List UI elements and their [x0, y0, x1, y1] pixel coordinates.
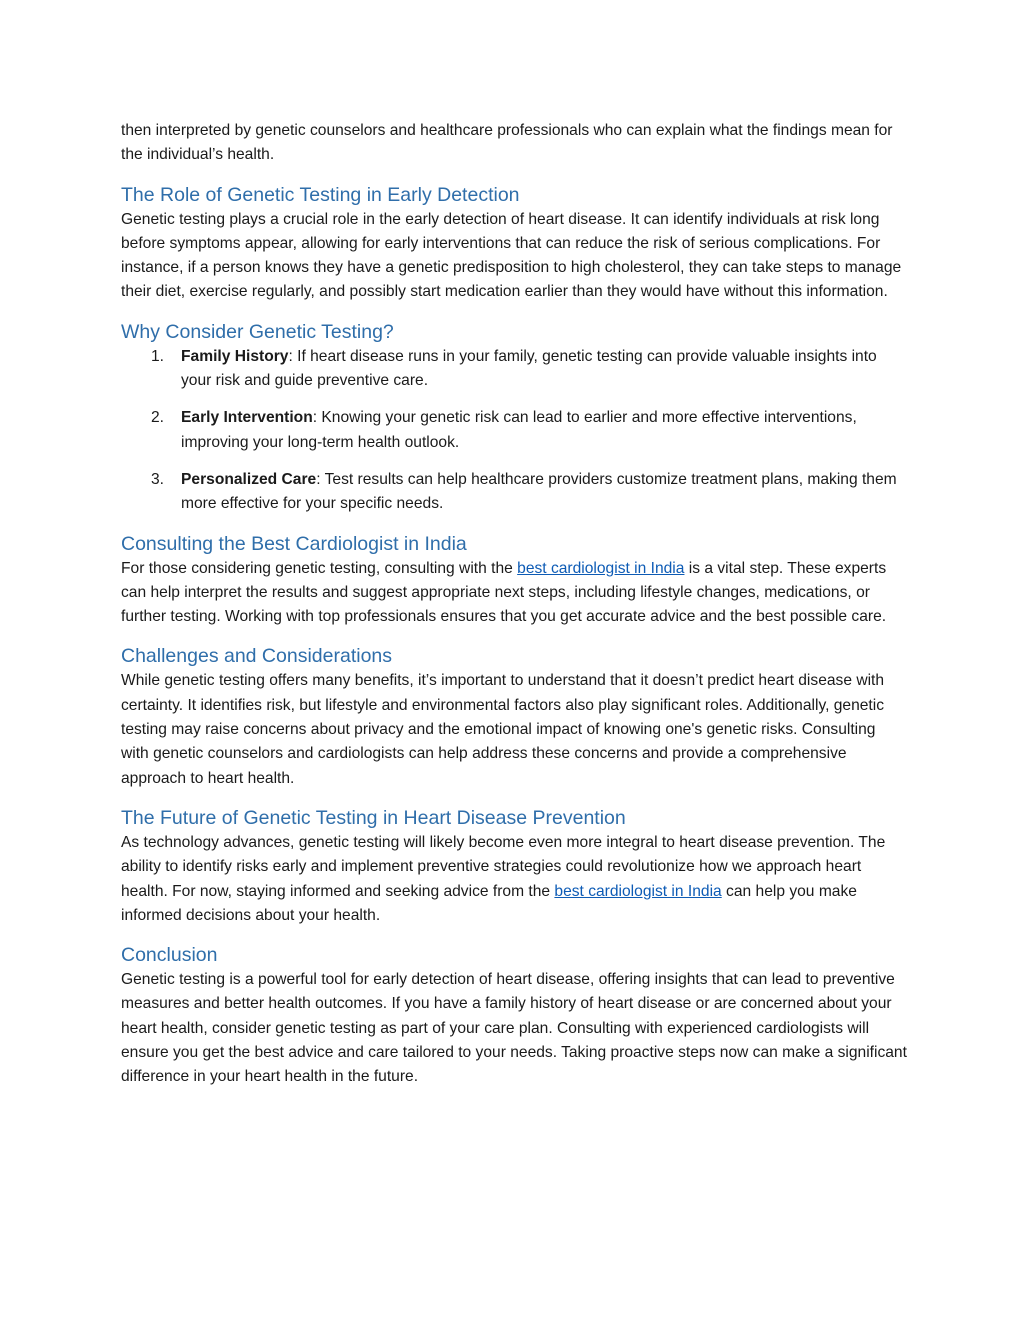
list-item	[121, 468, 907, 517]
paragraph-challenges: While genetic testing offers many benefits, it’s important to understand that it doesn’t predict heart disease with certainty. It identifies risk, but lifestyle and environmental factors also play significant roles. Additionally, genetic testing may raise concerns about privacy and the emotional impact of knowing one's genetic risks. Consulting with genetic counselors and cardiologists can help address these concerns and provide a comprehensive approach to heart health.	[121, 672, 885, 787]
list-item	[121, 345, 907, 394]
heading-challenges: Challenges and Considerations	[121, 645, 393, 668]
future-text-after-link: can help you make informed decisions about your health.	[121, 882, 857, 924]
consulting-text-after-link: is a vital step. These experts can help interpret the results and suggest appropriate next steps, including lifestyle changes, medications, or further testing. Working with top professionals ensures that you get accurate advice and the best possible care.	[121, 559, 887, 626]
heading-conclusion: Conclusion	[121, 944, 218, 967]
list-item-text: : Knowing your genetic risk can lead to earlier and more effective interventions, improving your long-term health outlook.	[181, 409, 857, 451]
heading-future: The Future of Genetic Testing in Heart Disease Prevention	[121, 806, 626, 829]
heading-early-detection: The Role of Genetic Testing in Early Detection	[121, 183, 520, 206]
paragraph-early-detection: Genetic testing plays a crucial role in the early detection of heart disease. It can identify individuals at risk long before symptoms appear, allowing for early interventions that can reduce the risk of serious complications. For instance, if a person knows they have a genetic predisposition to high cholesterol, they can take steps to manage their diet, exercise regularly, and possibly start medication earlier than they would have without this information.	[121, 210, 902, 301]
list-item-number: 1.	[151, 347, 165, 365]
intro-paragraph: then interpreted by genetic counselors and healthcare professionals who can explain what the findings mean for the individual’s health.	[121, 122, 893, 164]
list-item-term: Family History	[181, 347, 289, 365]
consulting-text-before-link: For those considering genetic testing, consulting with the	[121, 559, 518, 577]
list-item-term: Personalized Care	[181, 470, 317, 488]
list-item-term: Early Intervention	[181, 409, 313, 427]
list-item-number: 3.	[151, 470, 165, 488]
best-cardiologist-link[interactable]: best cardiologist in India	[517, 559, 685, 577]
list-item	[121, 406, 907, 455]
list-item-text: : If heart disease runs in your family, genetic testing can provide valuable insights into your risk and guide preventive care.	[181, 347, 877, 390]
paragraph-conclusion: Genetic testing is a powerful tool for early detection of heart disease, offering insights that can lead to preventive measures and better health outcomes. If you have a family history of heart disease or are concerned about your heart health, consider genetic testing as part of your care plan. Consulting with experienced cardiologists will ensure you get the best advice and care tailored to your needs. Taking proactive steps now can make a significant difference in your heart health in the future.	[121, 971, 907, 1086]
paragraph-future	[121, 831, 907, 928]
future-text-before-link: As technology advances, genetic testing will likely become even more integral to heart disease prevention. The ability to identify risks early and implement preventive strategies could revolutionize how we approach heart health. For now, staying informed and seeking advice from the	[121, 833, 886, 900]
document-page	[121, 119, 907, 1090]
heading-consulting: Consulting the Best Cardiologist in India	[121, 532, 467, 555]
best-cardiologist-link-2[interactable]: best cardiologist in India	[554, 882, 722, 900]
reasons-list	[121, 345, 907, 517]
list-item-text: : Test results can help healthcare providers customize treatment plans, making them more effective for your specific needs.	[181, 470, 897, 513]
list-item-number: 2.	[151, 409, 165, 427]
heading-why-consider: Why Consider Genetic Testing?	[121, 320, 394, 343]
paragraph-consulting	[121, 557, 907, 630]
